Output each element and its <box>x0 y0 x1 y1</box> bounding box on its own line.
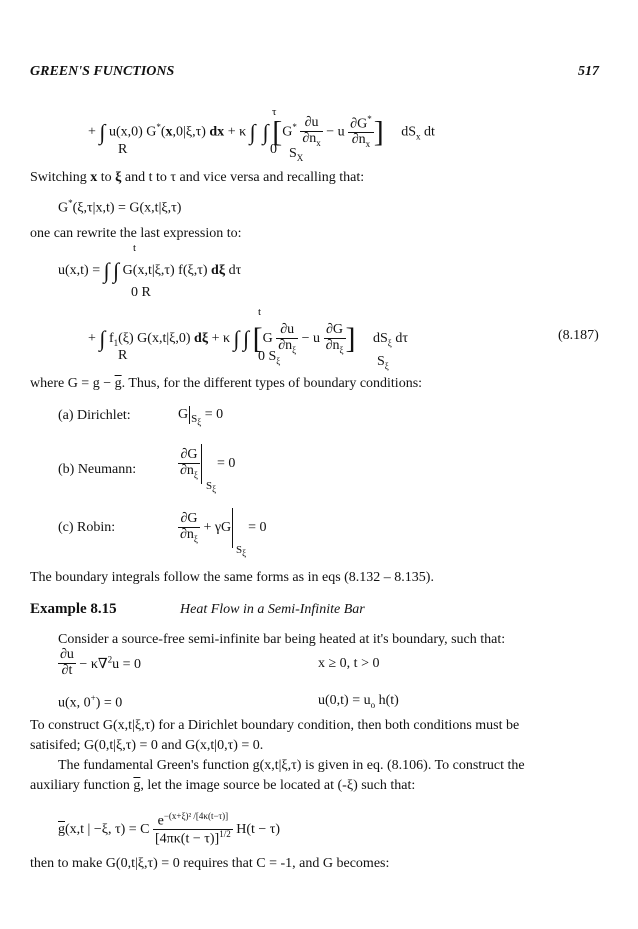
eq-ic-left: u(x, 0+) = 0 <box>58 693 123 711</box>
example-label: Example 8.15 <box>30 601 117 617</box>
running-header: GREEN'S FUNCTIONS <box>30 64 175 79</box>
text-where: where $G = g - \overline{g}$. Thus, for the different types of boundary conditions: <box>30 376 423 391</box>
text-boundary-integrals: The boundary integrals follow the same forms as in eqs (8.132 – 8.135). <box>30 570 434 585</box>
bc-neumann-eq: $\frac{\partial G}{\partial n_\xi}$ = 0 <box>178 444 235 484</box>
eq-heat-domain: x ≥ 0, t > 0 <box>318 656 380 671</box>
bc-robin-label: (c) Robin: <box>58 520 116 535</box>
eq-ic-right: $u(0,t) = u_o$ h(t) <box>318 693 399 710</box>
eq-u-upper-t: t <box>133 242 137 254</box>
eq-image-source: $\overline{g}(x,t$ | −ξ, τ) = C $\frac{e^{-(x+\xi)^2 /[4\kappa(t-\tau)]}}{[4\pi\kappa(t - \tau)]^{1/2}}$ H(t − τ) <box>58 811 281 847</box>
eq-8187-lower-R: R <box>118 348 128 363</box>
bc-neumann-sub: $S_\xi$ <box>206 480 217 495</box>
eq-symmetry: G*(ξ,τ|x,t) = G(x,t|ξ,τ) <box>58 198 182 216</box>
bc-robin-eq: $\frac{\partial G}{\partial n_\xi}$ + γG = 0 <box>178 508 267 548</box>
eq-8187-number: (8.187) <box>558 328 599 343</box>
bc-neumann-label: (b) Neumann: <box>58 462 137 477</box>
bc-dirichlet-label: (a) Dirichlet: <box>58 408 131 423</box>
eq-top-lower-0: 0 <box>270 142 277 157</box>
eq-heat: $\frac{\partial u}{\partial t}$ − κ∇$^2$u = 0 <box>60 647 142 678</box>
text-construct-1: To construct G(x,t|ξ,τ) for a Dirichlet boundary condition, then both conditions must be <box>30 718 520 733</box>
bc-robin-sub: $S_\xi$ <box>236 544 247 559</box>
eq-8187-Sxi-end: $S_\xi$ <box>377 354 389 371</box>
eq-top-lower-Sx: $S_X$ <box>289 146 304 163</box>
text-then: then to make G(0,t|ξ,τ) = 0 requires that C = -1, and G becomes: <box>30 856 390 871</box>
page-number: 517 <box>578 64 599 79</box>
text-consider: Consider a source-free semi-infinite bar being heated at it's boundary, such that: <box>58 632 506 647</box>
eq-top-upper-tau: τ <box>272 106 277 118</box>
text-switching: Switching x to ξ and t to τ and vice versa and recalling that: <box>30 170 365 185</box>
text-fundamental-1: The fundamental Green's function g(x,t|ξ,τ) is given in eq. (8.106). To construct the <box>58 758 525 773</box>
eq-8187-lower-0Sxi: 0 $S_\xi$ <box>258 349 281 366</box>
eq-u-limits: 0 R <box>131 285 151 300</box>
bc-dirichlet-eq: G $_{S_\xi}$ = 0 <box>178 407 224 428</box>
eq-u: u(x,t) = ∫ ∫ G(x,t|ξ,τ) f(ξ,τ) dξ dτ <box>58 258 242 283</box>
eq-8187-upper-t: t <box>258 306 262 318</box>
example-title: Heat Flow in a Semi-Infinite Bar <box>180 602 365 617</box>
text-fundamental-2: auxiliary function $\overline{g}$, let the image source be located at (-ξ) such that: <box>30 778 416 793</box>
eq-top-lower-R: R <box>118 142 128 157</box>
text-construct-2: satisifed; G(0,t|ξ,τ) = 0 and G(x,t|0,τ) = 0. <box>30 738 264 753</box>
eq-top: + ∫ u(x,0) G*(x,0|ξ,τ) dx + κ ∫ ∫ [G* $\frac{\partial u}{\partial n_x}$ − u $\frac{\partial G^*}{\partial n_x}$ ] $dS_x$ dt <box>88 114 435 150</box>
text-rewrite: one can rewrite the last expression to: <box>30 226 242 241</box>
eq-8187: + ∫ $f_1(\xi)$ G(x,t|ξ,0) dξ + κ ∫ ∫ [G $\frac{\partial u}{\partial n_\xi}$ − u $\frac{\partial G}{\partial n_\xi}$ ] $dS_\xi$ dτ <box>88 322 408 355</box>
